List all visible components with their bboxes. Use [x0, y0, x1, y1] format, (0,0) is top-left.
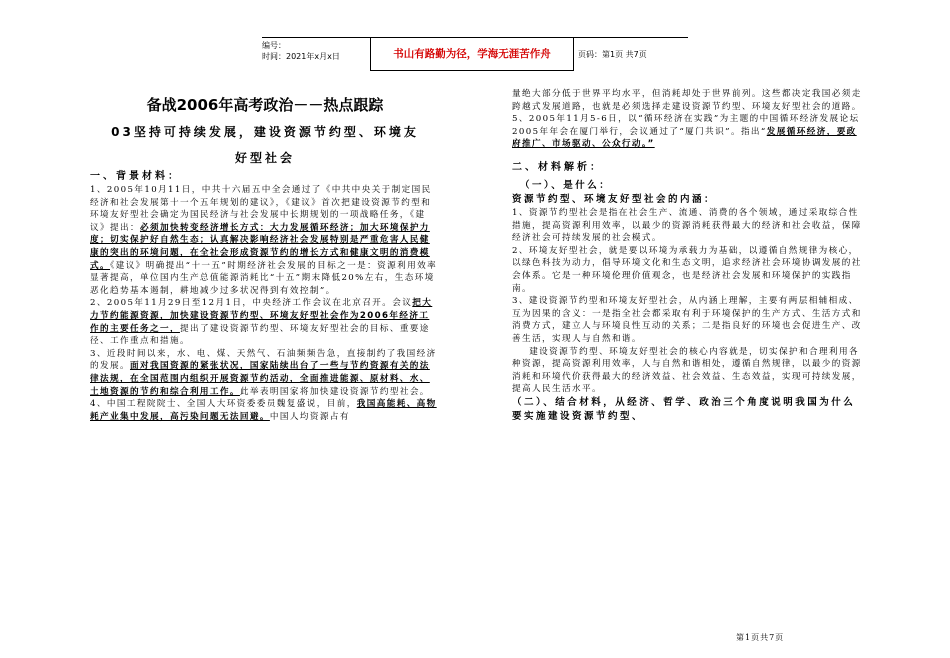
paragraph-4-text: 4、中国工程院院士、全国人大环资委委员魏复盛说，目前， [90, 399, 357, 410]
paragraph-2-tail: 提出了建设资源节约型、环境友好型社会的目标、重要途径、工作重点和措施。 [90, 323, 430, 347]
header-page-label: 页码：第1页 共7页 [578, 50, 647, 59]
subsection-connotation-heading: 资源节约型、环境友好型社会的内涵： [512, 193, 717, 205]
paragraph-5-emphasis: 发展循环经济，要政府推广、市场驱动、公众行动。” [512, 126, 857, 150]
paragraph-4 [90, 398, 438, 423]
doc-subtitle-line2: 好型社会 [234, 151, 295, 165]
paragraph-2-text: 2、2005年11月29日至12月1日，中央经济工作会议在北京召开。会议 [90, 298, 413, 309]
doc-subtitle-line1: 03坚持可持续发展，建设资源节约型、环境友 [111, 125, 419, 139]
header-meta [262, 38, 370, 71]
paragraph-1-text: 1、2005年10月11日，中共十六届五中全会通过了《中共中央关于制定国民经济和社会发展第十一个五年规划的建议》，《建议》首次把建设资源节约型和环境友好型社会确定为国民经济与社会发展中长期规划的一项战略任务，《建议》提出： [90, 185, 432, 233]
page-footer: 第1页共7页 [736, 633, 785, 642]
paragraph-2-emphasis: 把大力节约能源资源，加快建设资源节约型、环境友好型社会作为2006年经济工作的主要任务之一， [90, 298, 433, 334]
paragraph-4-emphasis: 我国高能耗、高物耗产业集中发展，高污染问题无法回避。 [90, 399, 437, 422]
paragraph-3-text: 3、近段时间以来，水、电、煤、天然气、石油频频告急，直接制约了我国经济的发展。 [90, 348, 437, 372]
right-column [512, 88, 864, 424]
analysis-paragraph-4: 建设资源节约型、环境友好型社会的核心内容就是，切实保护和合理利用各种资源，提高资源利用效率，人与自然和谐相处，遵循自然规律，以最少的资源消耗和环境代价获得最大的经济效益、社会效益、生态效益，实现可持续发展，提高人民生活水平。 [512, 346, 862, 395]
paragraph-3 [90, 348, 438, 398]
serial-label: 编号： [262, 41, 286, 50]
left-column [90, 170, 438, 423]
paragraph-1-emphasis: 必须加快转变经济增长方式：大力发展循环经济；加大环境保护力度；切实保护好自然生态；认真解决影响经济社会发展特别是严重危害人民健康的突出的环境问题，在全社会形成资源节约的增长方式和健康文明的消费模式。 [90, 222, 430, 271]
section-analysis-heading: 二、材料解析： [512, 161, 603, 173]
paragraph-4-tail: 中国人均资源占有 [269, 411, 350, 422]
subsection-why-heading: （二）、结合材料，从经济、哲学、政治三个角度说明我国为什么要实施建设资源节约型、 [512, 396, 856, 422]
paragraph-5 [512, 113, 864, 151]
page-header [262, 37, 688, 70]
paragraph-1-tail: 《建议》明确提出“十一五”时期经济社会发展的目标之一是：资源利用效率显著提高，单位国内生产总值能源消耗比“十五”期末降低20%左右，生态环境恶化趋势基本遏制，耕地减少过多状况得到有效控制”。 [90, 260, 438, 296]
header-motto: 书山有路勤为径，学海无涯苦作舟 [370, 38, 574, 71]
analysis-paragraph-2: 2、环境友好型社会，就是要以环境为承载力为基础，以遵循自然规律为核心，以绿色科技为动力，倡导环境文化和生态文明，追求经济社会环境协调发展的社会体系。它是一种环境伦理价值观念，也是经济社会发展和环境保护的实践指南。 [512, 245, 862, 294]
analysis-paragraph-1: 1、资源节约型社会是指在社会生产、流通、消费的各个领域，通过采取综合性措施，提高资源利用效率，以最少的资源消耗获得最大的经济和社会收益，保障经济社会可持续发展的社会模式。 [512, 207, 862, 244]
paragraph-3-emphasis: 面对我国资源的紧张状况，国家陆续出台了一些与节约资源有关的法律法规，在全国范围内组织开展资源节约活动，全面推进能源、原材料、水、土地资源的节约和综合利用工作。 [90, 361, 430, 397]
doc-title: 备战2006年高考政治－－热点跟踪 [146, 96, 384, 114]
paragraph-3-tail: 此举表明国家将加快建设资源节约型社会。 [239, 386, 430, 397]
paragraph-1 [90, 184, 438, 297]
paragraph-4-continued: 量绝大部分低于世界平均水平，但消耗却处于世界前列。这些都决定我国必须走跨越式发展道路，也就是必须选择走建设资源节约型、环境友好型社会的道路。 [512, 89, 862, 112]
analysis-paragraph-3: 3、建设资源节约型和环境友好型社会，从内涵上理解，主要有两层相辅相成、互为因果的含义：一是指全社会都采取有利于环境保护的生产方式、生活方式和消费方式，建立人与环境良性互动的关系；二是指良好的环境也会促进生产、改善生活，实现人与自然和谐。 [512, 296, 862, 344]
subsection-what-heading: （一）、是什么： [520, 179, 612, 191]
paragraph-2 [90, 297, 438, 347]
paragraph-5-text: 5、2005年11月5-6日，以“循环经济在实践”为主题的中国循环经济发展论坛2005年年会在厦门举行，会议通过了“厦门共识”。指出“ [512, 114, 860, 137]
time-label: 时间：2021年x月x日 [262, 52, 340, 61]
section-background-heading: 一、背景材料： [90, 171, 181, 182]
